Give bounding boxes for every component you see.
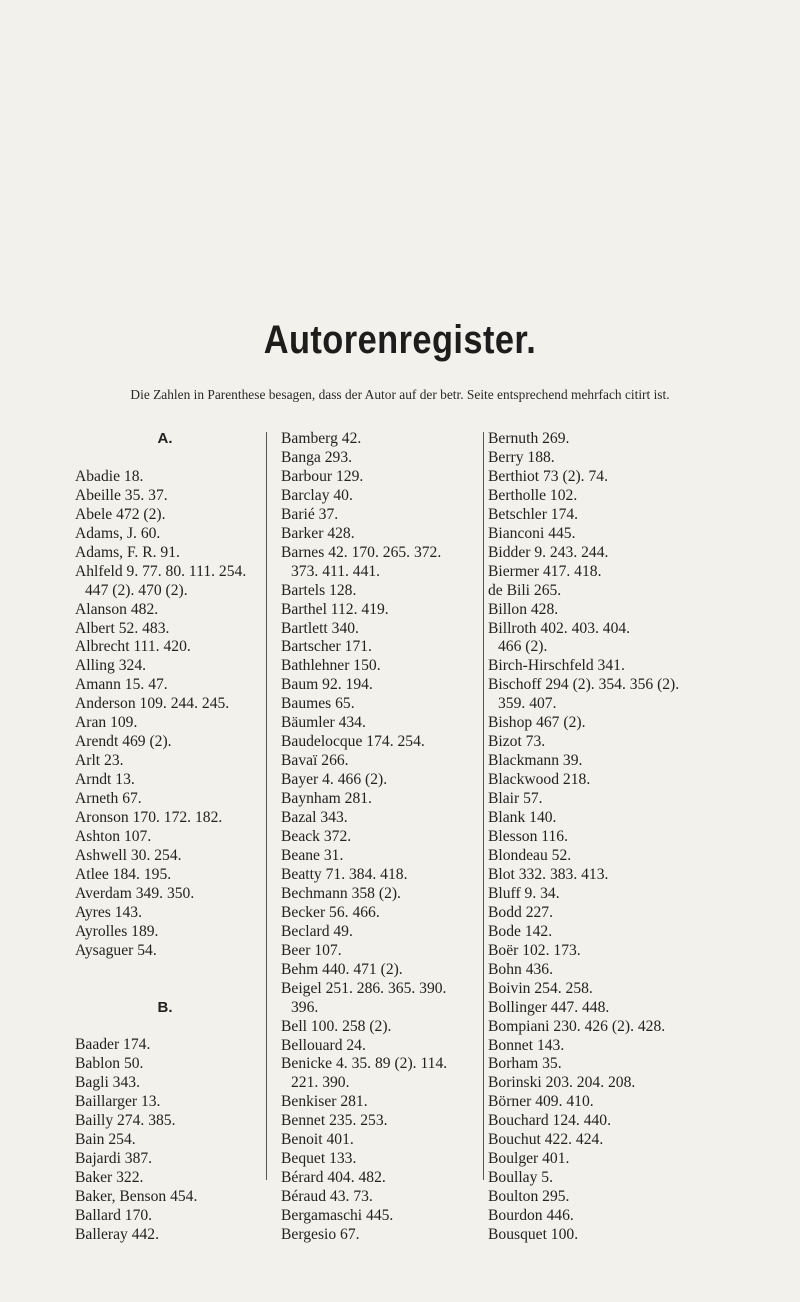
page-subtitle: Die Zahlen in Parenthese besagen, dass der Autor auf der betr. Seite entsprechend mehrfach citirt ist. bbox=[130, 387, 670, 402]
index-entry: Arlt 23. bbox=[75, 752, 124, 770]
index-entry: Ayrolles 189. bbox=[75, 922, 159, 940]
index-entry: Barnes 42. 170. 265. 372. bbox=[281, 543, 442, 561]
index-entry: Barié 37. bbox=[281, 505, 339, 523]
index-entry: Baker, Benson 454. bbox=[75, 1188, 198, 1206]
index-entry: Arndt 13. bbox=[75, 771, 135, 789]
index-entry: Abeille 35. 37. bbox=[75, 486, 168, 504]
index-entry: Bérard 404. 482. bbox=[281, 1169, 386, 1187]
index-entry: Averdam 349. 350. bbox=[75, 884, 195, 902]
index-column-2 bbox=[281, 430, 483, 1245]
index-entry: Billon 428. bbox=[488, 600, 559, 618]
index-entry: Bourdon 446. bbox=[488, 1207, 574, 1225]
index-entry: Beatty 71. 384. 418. bbox=[281, 865, 408, 883]
index-entry: Bamberg 42. bbox=[281, 430, 362, 447]
index-entry: Bagli 343. bbox=[75, 1074, 140, 1092]
index-column-1 bbox=[75, 430, 255, 1245]
index-entry: Betschler 174. bbox=[488, 505, 579, 523]
index-entry: Boullay 5. bbox=[488, 1169, 553, 1187]
index-entry: Aronson 170. 172. 182. bbox=[75, 809, 223, 827]
index-entry: Aysaguer 54. bbox=[75, 941, 157, 959]
index-entry: Blank 140. bbox=[488, 809, 557, 827]
index-entry: Abele 472 (2). bbox=[75, 505, 166, 523]
index-entry: Banga 293. bbox=[281, 448, 353, 466]
index-entry: Blair 57. bbox=[488, 790, 543, 808]
index-entry: Atlee 184. 195. bbox=[75, 865, 172, 883]
section-letter: A. bbox=[157, 430, 173, 447]
index-entry: Arneth 67. bbox=[75, 790, 142, 808]
index-entry: Blackwood 218. bbox=[488, 771, 591, 789]
index-entry: Bouchard 124. 440. bbox=[488, 1112, 611, 1130]
index-entry: Birch-Hirschfeld 341. bbox=[488, 657, 625, 675]
index-entry: Börner 409. 410. bbox=[488, 1093, 594, 1111]
index-entry-continuation: 396. bbox=[291, 998, 319, 1016]
index-entry: Blondeau 52. bbox=[488, 846, 572, 864]
index-entry: Bechmann 358 (2). bbox=[281, 884, 401, 902]
index-entry: Baynham 281. bbox=[281, 790, 372, 808]
index-entry: Arendt 469 (2). bbox=[75, 733, 172, 751]
index-entry: Baillarger 13. bbox=[75, 1093, 161, 1111]
index-entry: Bartscher 171. bbox=[281, 638, 372, 656]
index-entry: Blot 332. 383. 413. bbox=[488, 865, 609, 883]
index-entry: Bernuth 269. bbox=[488, 430, 570, 447]
index-entry: Bavaï 266. bbox=[281, 752, 349, 770]
column-divider bbox=[483, 432, 484, 1180]
index-entry: Ashton 107. bbox=[75, 827, 152, 845]
index-entry: Billroth 402. 403. 404. bbox=[488, 619, 631, 637]
index-entry: Boulger 401. bbox=[488, 1150, 570, 1168]
index-entry: Alanson 482. bbox=[75, 600, 159, 618]
index-entry: Bergesio 67. bbox=[281, 1226, 360, 1244]
index-entry: Baker 322. bbox=[75, 1169, 144, 1187]
index-entry: Bode 142. bbox=[488, 922, 553, 940]
index-entry: Benoit 401. bbox=[281, 1131, 354, 1149]
index-entry: Albrecht 111. 420. bbox=[75, 638, 191, 656]
index-entry: Bailly 274. 385. bbox=[75, 1112, 176, 1130]
index-entry: Adams, J. 60. bbox=[75, 524, 161, 542]
index-entry: Bennet 235. 253. bbox=[281, 1112, 388, 1130]
index-entry: Becker 56. 466. bbox=[281, 903, 380, 921]
index-entry: Bajardi 387. bbox=[75, 1150, 153, 1168]
index-entry: Aran 109. bbox=[75, 714, 138, 732]
index-entry: Berthiot 73 (2). 74. bbox=[488, 467, 608, 485]
index-entry: Bartels 128. bbox=[281, 581, 357, 599]
index-entry: Benicke 4. 35. 89 (2). 114. bbox=[281, 1055, 448, 1073]
index-entry: Beclard 49. bbox=[281, 922, 353, 940]
index-entry: Blesson 116. bbox=[488, 828, 568, 846]
index-entry: Ballard 170. bbox=[75, 1207, 153, 1224]
index-entry: Balleray 442. bbox=[75, 1225, 160, 1243]
index-entry: Biermer 417. 418. bbox=[488, 562, 602, 580]
index-entry: Borham 35. bbox=[488, 1055, 562, 1073]
index-entry: Barker 428. bbox=[281, 524, 355, 542]
index-entry: Bizot 73. bbox=[488, 733, 546, 751]
index-entry: Bablon 50. bbox=[75, 1055, 144, 1073]
index-entry: Bousquet 100. bbox=[488, 1226, 579, 1244]
index-entry: Barclay 40. bbox=[281, 486, 353, 504]
index-entry: Baudelocque 174. 254. bbox=[281, 733, 425, 751]
index-entry: Baumes 65. bbox=[281, 695, 355, 713]
index-entry-continuation: 447 (2). 470 (2). bbox=[85, 581, 188, 599]
index-entry: Bell 100. 258 (2). bbox=[281, 1017, 392, 1035]
page-title: Autorenregister. bbox=[263, 318, 537, 362]
index-entry: Baader 174. bbox=[75, 1036, 151, 1054]
index-entry: Bodd 227. bbox=[488, 903, 553, 921]
index-entry: Ahlfeld 9. 77. 80. 111. 254. bbox=[75, 562, 247, 580]
index-entry: Bohn 436. bbox=[488, 960, 553, 978]
index-entry: Bartlett 340. bbox=[281, 619, 359, 637]
index-entry: Bellouard 24. bbox=[281, 1036, 366, 1054]
index-column-3 bbox=[488, 430, 703, 1245]
index-entry: Bompiani 230. 426 (2). 428. bbox=[488, 1017, 666, 1035]
index-entry: Ayres 143. bbox=[75, 903, 142, 921]
index-entry: Bergamaschi 445. bbox=[281, 1207, 394, 1225]
index-entry: Bidder 9. 243. 244. bbox=[488, 543, 609, 561]
spacer bbox=[75, 449, 255, 468]
index-entry: Beer 107. bbox=[281, 941, 342, 959]
index-entry: Benkiser 281. bbox=[281, 1093, 368, 1111]
index-entry-continuation: 466 (2). bbox=[498, 638, 548, 656]
index-entry: Boivin 254. 258. bbox=[488, 979, 593, 997]
index-entry: Barbour 129. bbox=[281, 467, 364, 485]
index-entry: Bouchut 422. 424. bbox=[488, 1131, 604, 1149]
section-letter: B. bbox=[157, 998, 173, 1016]
index-entry: Bishop 467 (2). bbox=[488, 714, 586, 732]
index-entry: Berry 188. bbox=[488, 448, 555, 466]
index-entry: Albert 52. 483. bbox=[75, 619, 170, 637]
index-entry: Bazal 343. bbox=[281, 809, 348, 827]
index-entry: Anderson 109. 244. 245. bbox=[75, 695, 230, 713]
index-entry: Bain 254. bbox=[75, 1131, 136, 1149]
column-divider bbox=[266, 432, 267, 1180]
index-entry: Bertholle 102. bbox=[488, 486, 578, 504]
index-entry: Bäumler 434. bbox=[281, 714, 366, 732]
index-entry: de Bili 265. bbox=[488, 581, 562, 599]
index-entry: Bischoff 294 (2). 354. 356 (2). bbox=[488, 676, 680, 694]
index-entry: Borinski 203. 204. 208. bbox=[488, 1074, 636, 1092]
index-entry: Bayer 4. 466 (2). bbox=[281, 771, 388, 789]
index-entry: Ashwell 30. 254. bbox=[75, 846, 182, 864]
index-entry: Bonnet 143. bbox=[488, 1036, 565, 1054]
index-entry: Boulton 295. bbox=[488, 1188, 570, 1206]
index-entry: Barthel 112. 419. bbox=[281, 600, 389, 618]
index-entry: Blackmann 39. bbox=[488, 752, 583, 770]
index-entry: Bathlehner 150. bbox=[281, 657, 381, 675]
index-entry: Boër 102. 173. bbox=[488, 941, 581, 959]
spacer bbox=[75, 961, 255, 999]
index-entry: Abadie 18. bbox=[75, 467, 144, 485]
index-entry: Beane 31. bbox=[281, 846, 344, 864]
index-entry: Amann 15. 47. bbox=[75, 676, 168, 694]
index-entry-continuation: 373. 411. 441. bbox=[291, 562, 381, 580]
index-entry: Bluff 9. 34. bbox=[488, 884, 560, 902]
spacer bbox=[75, 1017, 255, 1036]
index-entry: Bianconi 445. bbox=[488, 524, 576, 542]
index-entry: Bequet 133. bbox=[281, 1150, 357, 1168]
index-entry: Behm 440. 471 (2). bbox=[281, 960, 403, 978]
index-entry: Beigel 251. 286. 365. 390. bbox=[281, 979, 447, 997]
index-entry: Alling 324. bbox=[75, 657, 147, 675]
index-entry-continuation: 221. 390. bbox=[291, 1074, 350, 1092]
index-entry: Bollinger 447. 448. bbox=[488, 998, 610, 1016]
index-entry: Baum 92. 194. bbox=[281, 676, 373, 694]
index-entry: Beack 372. bbox=[281, 828, 352, 846]
index-entry-continuation: 359. 407. bbox=[498, 695, 557, 713]
index-entry: Adams, F. R. 91. bbox=[75, 543, 180, 561]
index-entry: Béraud 43. 73. bbox=[281, 1188, 373, 1206]
